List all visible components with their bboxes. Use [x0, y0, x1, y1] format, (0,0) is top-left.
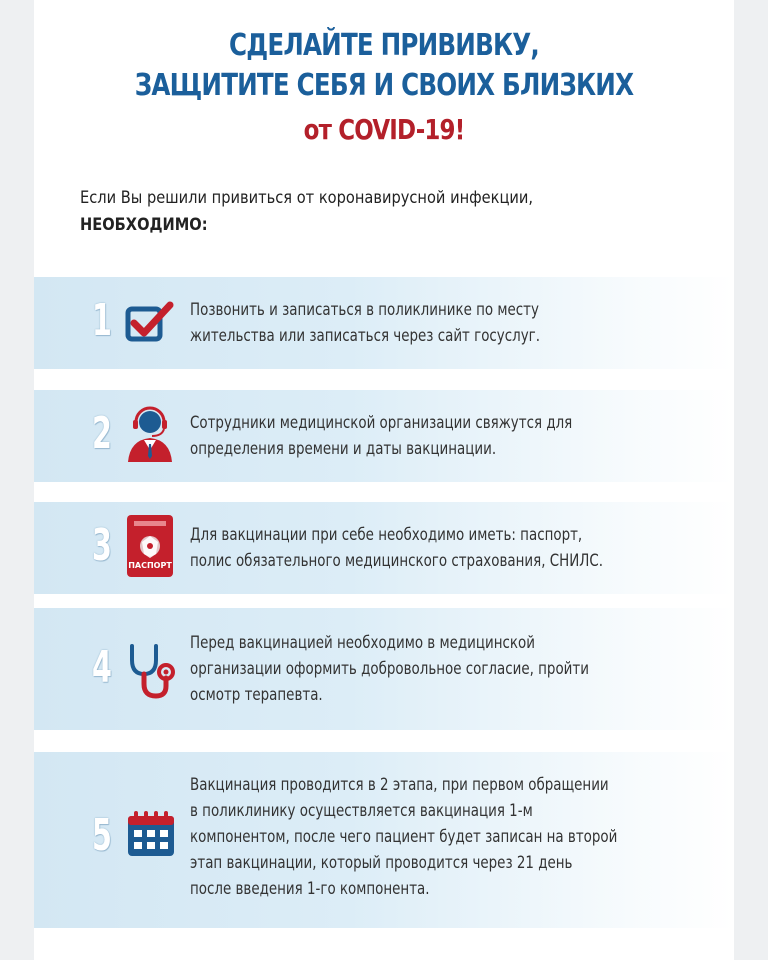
step-1-text: [190, 297, 696, 349]
step-4-band: [34, 608, 734, 730]
operator-headset-icon: [124, 404, 176, 469]
step-5-band: [34, 752, 734, 928]
step-2-text: [190, 410, 696, 462]
step-3-line-1: Для вакцинации при себе необходимо иметь: паспорт,: [190, 525, 583, 545]
step-2-number: 2: [92, 408, 112, 459]
intro-text: [80, 185, 613, 239]
stethoscope-icon: [124, 642, 180, 707]
step-3-number: 3: [92, 520, 112, 571]
infographic-sheet: [34, 0, 734, 960]
step-3-text: [190, 522, 696, 574]
step-4-line-3: осмотр терапевта.: [190, 685, 323, 705]
step-3-line-2: полис обязательного медицинского страхования, СНИЛС.: [190, 551, 604, 571]
step-1-line-2: жительства или записаться через сайт госуслуг.: [190, 326, 540, 346]
step-5-line-3: компонентом, после чего пациент будет записан на второй: [190, 827, 618, 847]
step-5-line-1: Вакцинация проводится в 2 этапа, при первом обращении: [190, 775, 609, 795]
passport-icon: [126, 514, 174, 583]
calendar-icon: [124, 810, 178, 865]
step-2-line-2: определения времени и даты вакцинации.: [190, 439, 497, 459]
step-4-number: 4: [92, 642, 112, 693]
step-4-line-2: организации оформить добровольное согласие, пройти: [190, 659, 589, 679]
step-5-text: [190, 772, 696, 902]
step-2-band: [34, 390, 734, 482]
step-2-line-1: Сотрудники медицинской организации свяжутся для: [190, 413, 573, 433]
step-4-text: [190, 630, 696, 708]
step-1-number: 1: [92, 295, 112, 346]
step-5-line-5: после введения 1-го компонента.: [190, 879, 430, 899]
passport-label: ПАСПОРТ: [128, 561, 172, 570]
step-5-line-2: в поликлинику осуществляется вакцинация 1-м: [190, 801, 533, 821]
title-line-3: от COVID-19!: [303, 113, 465, 146]
step-1-band: [34, 277, 734, 369]
step-5-number: 5: [92, 810, 112, 861]
intro-emphasis: НЕОБХОДИМО:: [80, 215, 208, 235]
step-4-line-1: Перед вакцинацией необходимо в медицинской: [190, 633, 535, 653]
step-1-line-1: Позвонить и записаться в поликлинике по месту: [190, 300, 539, 320]
checkbox-check-icon: [124, 299, 174, 350]
step-3-band: [34, 502, 734, 594]
step-5-line-4: этап вакцинации, который проводится через 21 день: [190, 853, 573, 873]
title-line-1: СДЕЛАЙТЕ ПРИВИВКУ,: [229, 28, 539, 63]
intro-sentence: Если Вы решили привиться от коронавирусной инфекции,: [80, 188, 534, 208]
title-line-2: ЗАЩИТИТЕ СЕБЯ И СВОИХ БЛИЗКИХ: [134, 68, 634, 103]
